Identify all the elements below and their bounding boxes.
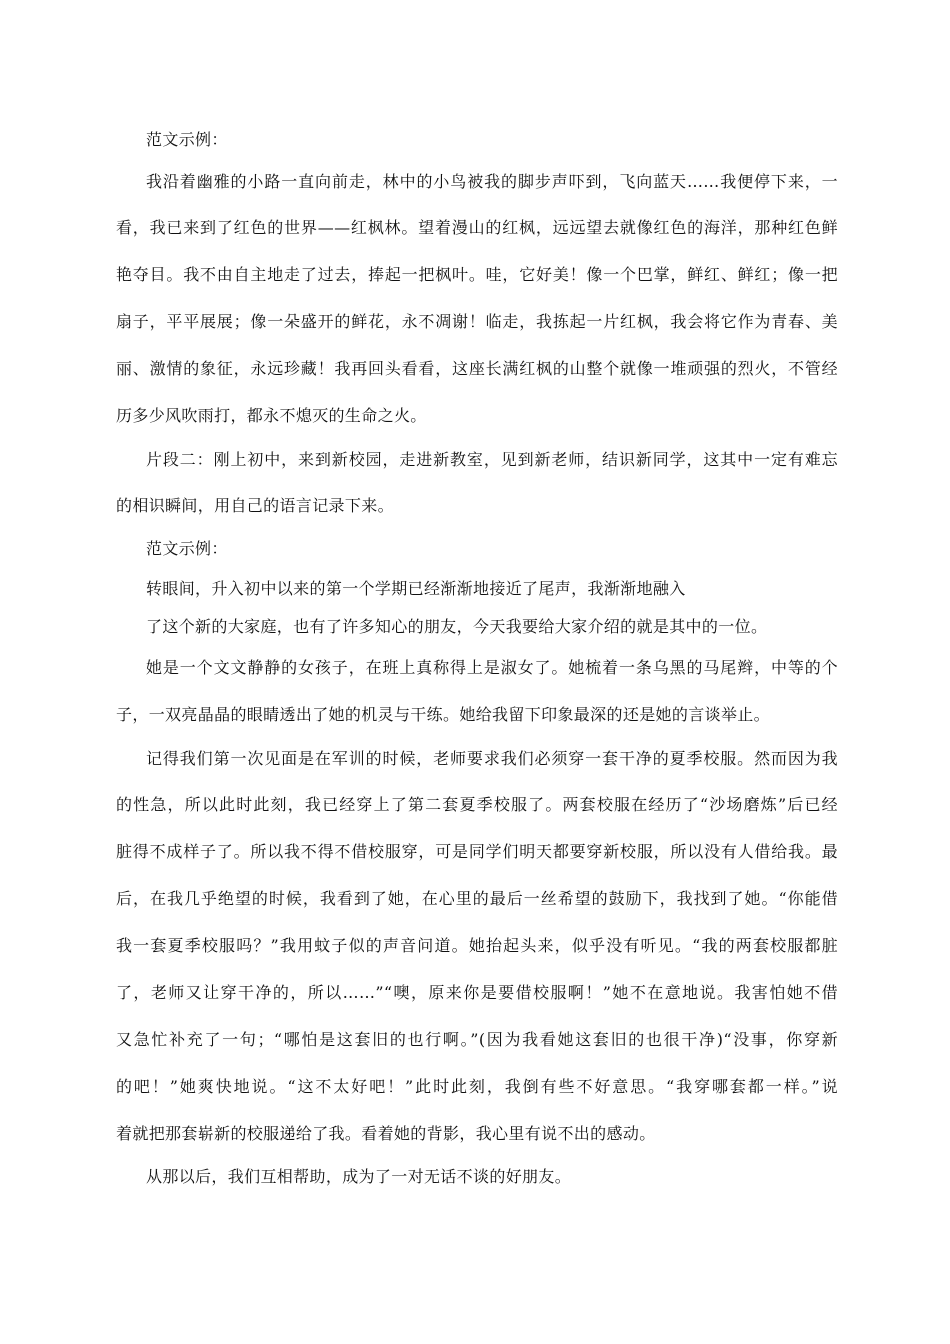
text-line: 我一套夏季校服吗？”我用蚊子似的声音问道。她抬起头来，似乎没有听见。“我的两套校服都脏	[116, 936, 838, 955]
text-line: 脏得不成样子了。所以我不得不借校服穿，可是同学们明天都要穿新校服，所以没有人借给我。最	[116, 842, 838, 861]
text-line: 转眼间，升入初中以来的第一个学期已经渐渐地接近了尾声，我渐渐地融入	[146, 579, 686, 598]
text-line: 范文示例：	[146, 130, 228, 149]
text-line: 的相识瞬间，用自己的语言记录下来。	[116, 496, 394, 515]
document-page	[116, 0, 838, 1344]
text-line: 她是一个文文静静的女孩子，在班上真称得上是淑女了。她梳着一条乌黑的马尾辫，中等的个	[146, 658, 838, 677]
text-line: 的性急，所以此时此刻，我已经穿上了第二套夏季校服了。两套校服在经历了“沙场磨炼”后已经	[116, 795, 838, 814]
text-line: 从那以后，我们互相帮助，成为了一对无话不谈的好朋友。	[146, 1167, 572, 1186]
text-line: 扇子，平平展展；像一朵盛开的鲜花，永不凋谢！临走，我拣起一片红枫，我会将它作为青春、美	[116, 312, 838, 331]
text-line: 艳夺目。我不由自主地走了过去，捧起一把枫叶。哇，它好美！像一个巴掌，鲜红、鲜红；像一把	[116, 265, 838, 284]
text-line: 了，老师又让穿干净的，所以……”“噢，原来你是要借校服啊！”她不在意地说。我害怕她不借	[116, 983, 838, 1002]
text-line: 着就把那套崭新的校服递给了我。看着她的背影，我心里有说不出的感动。	[116, 1124, 656, 1143]
text-line: 历多少风吹雨打，都永不熄灭的生命之火。	[116, 406, 427, 425]
text-line: 丽、激情的象征，永远珍藏！我再回头看看，这座长满红枫的山整个就像一堆顽强的烈火，不管经	[116, 359, 838, 378]
text-line: 片段二：刚上初中，来到新校园，走进新教室，见到新老师，结识新同学，这其中一定有难忘	[146, 450, 838, 469]
text-line: 我沿着幽雅的小路一直向前走，林中的小鸟被我的脚步声吓到，飞向蓝天……我便停下来，一	[146, 172, 838, 191]
text-line: 的吧！”她爽快地说。“这不太好吧！”此时此刻，我倒有些不好意思。“我穿哪套都一样。”说	[116, 1077, 838, 1096]
text-line: 看，我已来到了红色的世界——红枫林。望着漫山的红枫，远远望去就像红色的海洋，那种红色鲜	[116, 218, 838, 237]
text-line: 后，在我几乎绝望的时候，我看到了她，在心里的最后一丝希望的鼓励下，我找到了她。“你能借	[116, 889, 838, 908]
text-line: 范文示例：	[146, 539, 228, 558]
text-line: 又急忙补充了一句；“哪怕是这套旧的也行啊。”(因为我看她这套旧的也很干净)“没事，你穿新	[116, 1030, 838, 1049]
text-line: 了这个新的大家庭，也有了许多知心的朋友，今天我要给大家介绍的就是其中的一位。	[146, 617, 768, 636]
text-line: 子，一双亮晶晶的眼睛透出了她的机灵与干练。她给我留下印象最深的还是她的言谈举止。	[116, 705, 771, 724]
text-line: 记得我们第一次见面是在军训的时候，老师要求我们必须穿一套干净的夏季校服。然而因为我	[146, 749, 838, 768]
